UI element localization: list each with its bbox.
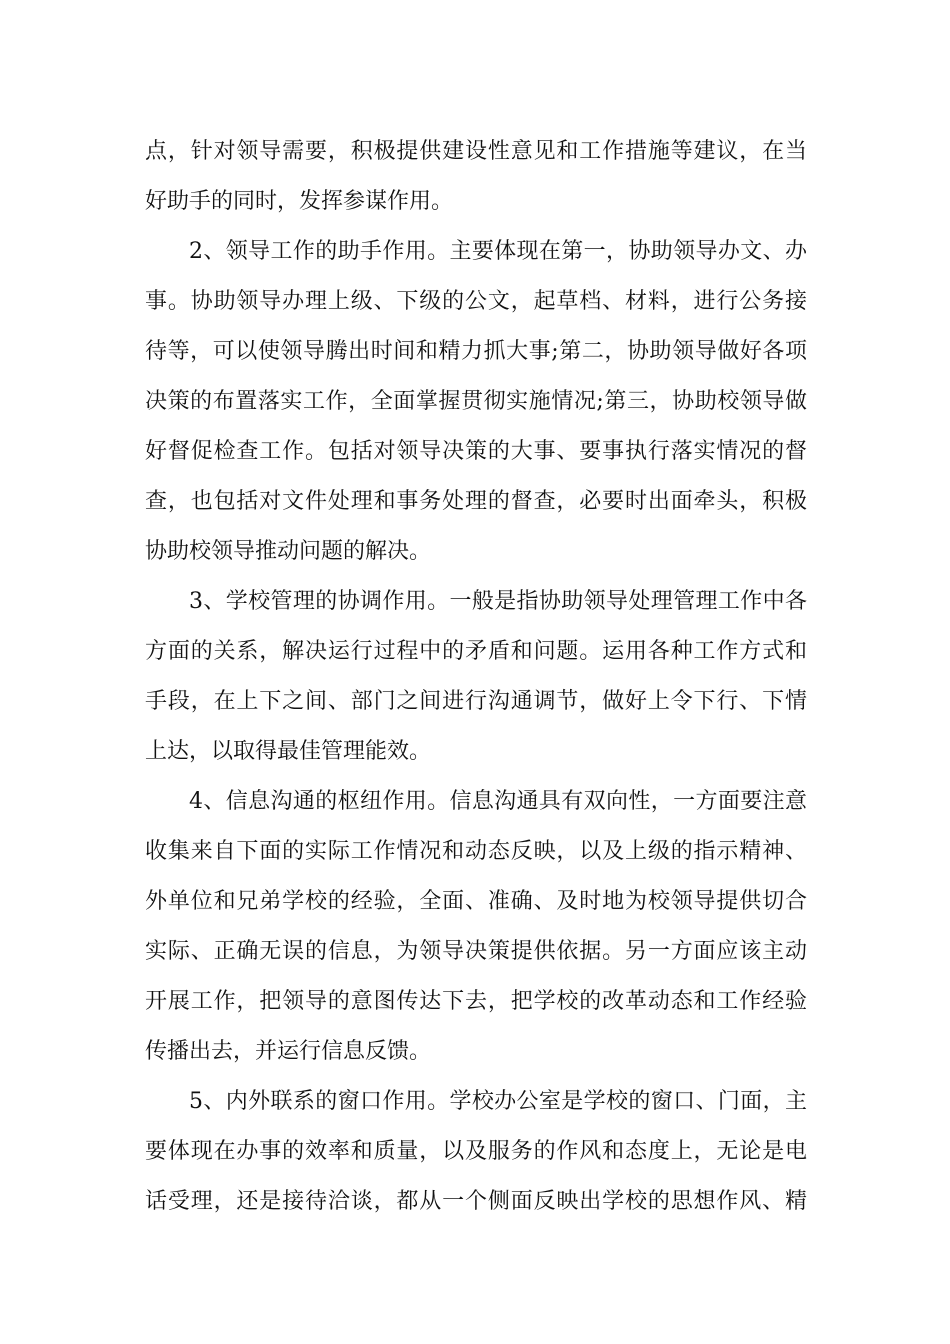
text-line: 待等，可以使领导腾出时间和精力抓大事;第二，协助领导做好各项: [145, 339, 807, 364]
text-line: 开展工作，把领导的意图传达下去，把学校的改革动态和工作经验: [145, 989, 807, 1014]
text-line: 话受理，还是接待洽谈，都从一个侧面反映出学校的思想作风、精: [145, 1189, 807, 1214]
text-line: 实际、正确无误的信息，为领导决策提供依据。另一方面应该主动: [145, 939, 807, 964]
text-line: 要体现在办事的效率和质量，以及服务的作风和态度上，无论是电: [145, 1139, 807, 1164]
text-line: 事。协助领导办理上级、下级的公文，起草档、材料，进行公务接: [145, 289, 807, 314]
text-line: 传播出去，并运行信息反馈。: [145, 1039, 432, 1064]
text-line: 查，也包括对文件处理和事务处理的督查，必要时出面牵头，积极: [145, 489, 807, 514]
paragraph-start-line: 2、领导工作的助手作用。主要体现在第一，协助领导办文、办: [189, 239, 807, 264]
paragraph-start-line: 3、学校管理的协调作用。一般是指协助领导处理管理工作中各: [189, 589, 807, 614]
paragraph-start-line: 5、内外联系的窗口作用。学校办公室是学校的窗口、门面，主: [189, 1089, 807, 1114]
text-line: 上达，以取得最佳管理能效。: [145, 739, 432, 764]
text-line: 手段，在上下之间、部门之间进行沟通调节，做好上令下行、下情: [145, 689, 807, 714]
text-line: 收集来自下面的实际工作情况和动态反映，以及上级的指示精神、: [145, 839, 807, 864]
text-line: 决策的布置落实工作，全面掌握贯彻实施情况;第三，协助校领导做: [145, 389, 807, 414]
text-line: 方面的关系，解决运行过程中的矛盾和问题。运用各种工作方式和: [145, 639, 807, 664]
text-line: 好督促检查工作。包括对领导决策的大事、要事执行落实情况的督: [145, 439, 807, 464]
text-line: 好助手的同时，发挥参谋作用。: [145, 189, 454, 214]
text-line: 点，针对领导需要，积极提供建设性意见和工作措施等建议，在当: [145, 139, 807, 164]
body-text: [145, 127, 807, 1227]
text-line: 外单位和兄弟学校的经验，全面、准确、及时地为校领导提供切合: [145, 889, 807, 914]
paragraph-start-line: 4、信息沟通的枢纽作用。信息沟通具有双向性，一方面要注意: [189, 789, 807, 814]
text-line: 协助校领导推动问题的解决。: [145, 539, 432, 564]
